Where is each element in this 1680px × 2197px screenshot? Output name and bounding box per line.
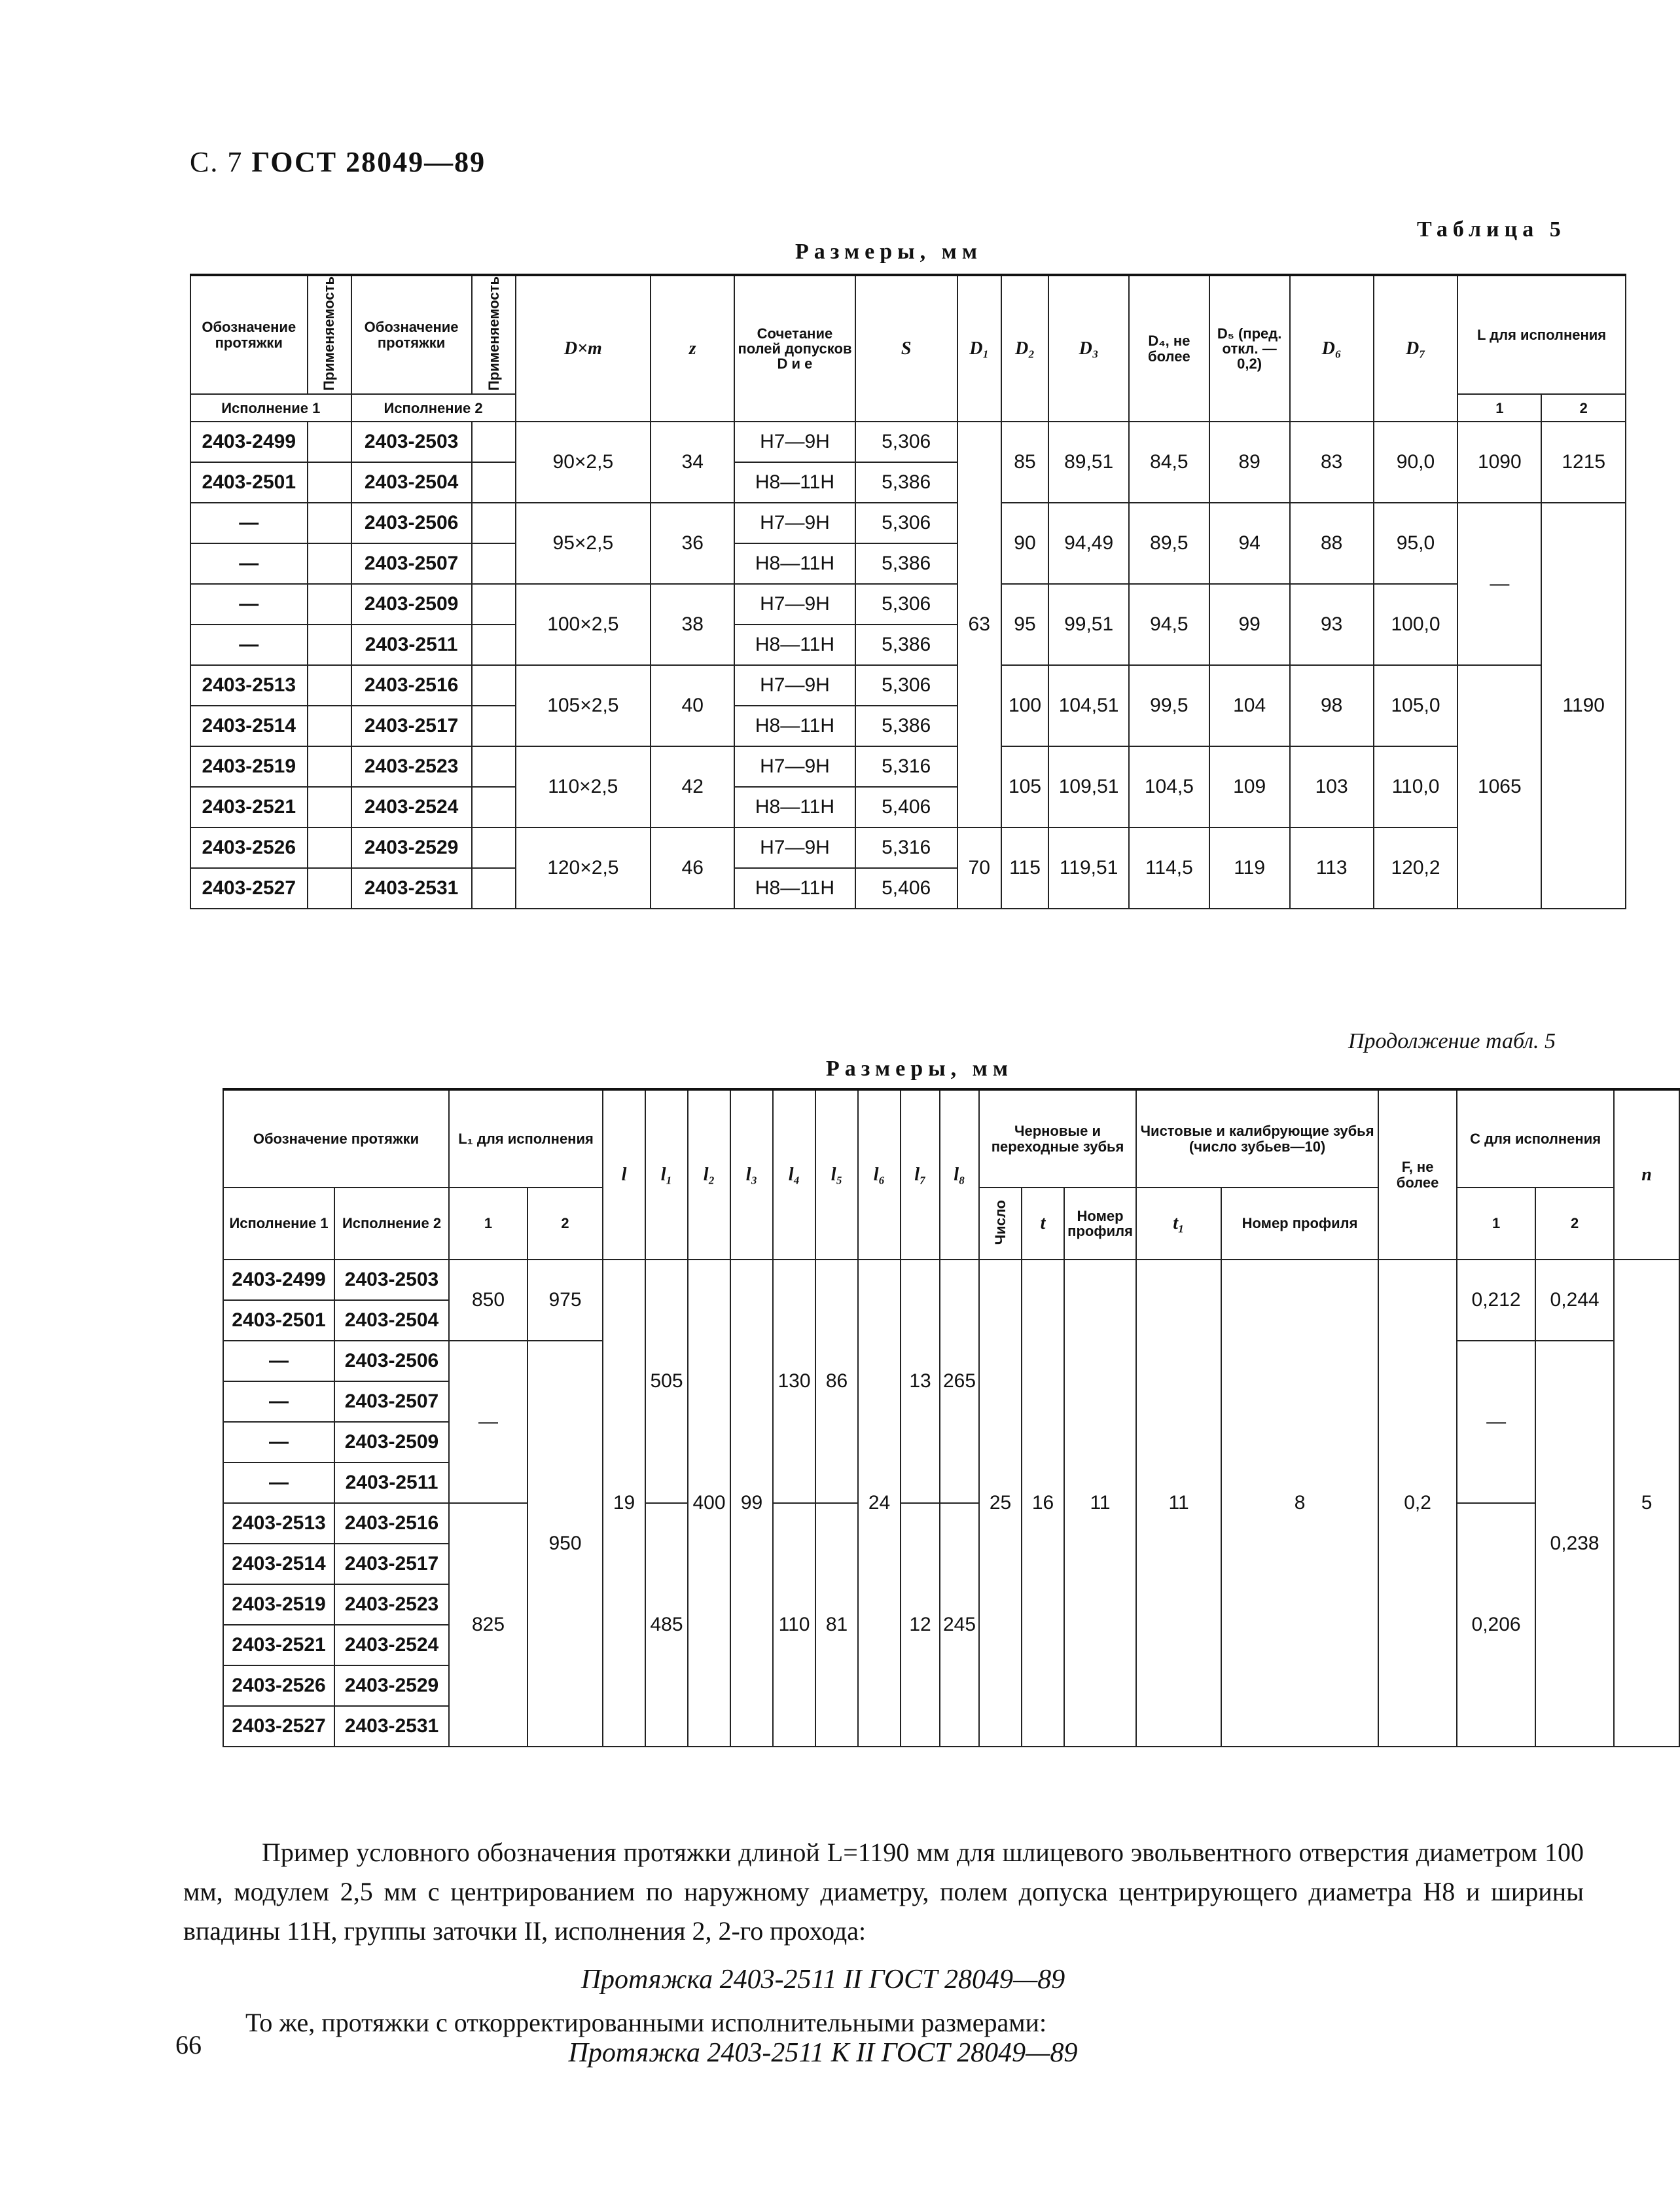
designation-v1: 2403-2499	[223, 1260, 334, 1300]
designation-v2: 2403-2509	[351, 584, 472, 625]
t2-h-rough: Черновые и переходные зубья	[979, 1089, 1136, 1188]
t1-h-d6: D₆	[1290, 275, 1374, 422]
dxm-value: 105×2,5	[516, 665, 651, 746]
d2-value: 90	[1001, 503, 1049, 584]
designation-v2: 2403-2529	[334, 1665, 449, 1706]
l-variant1-value: —	[1457, 503, 1541, 665]
l7-value: 13	[901, 1260, 940, 1503]
designation-v2: 2403-2504	[334, 1300, 449, 1341]
t2-h-profile-no2: Номер профиля	[1221, 1188, 1378, 1260]
designation-v1: 2403-2526	[190, 827, 308, 868]
designation-v1: 2403-2527	[223, 1706, 334, 1747]
designation-v1: 2403-2514	[223, 1544, 334, 1584]
table2-sizes-title: Размеры, мм	[826, 1057, 1013, 1081]
modulus-s-value: 5,306	[855, 584, 957, 625]
dxm-value: 120×2,5	[516, 827, 651, 909]
l3-value: 99	[730, 1260, 773, 1747]
tolerance-value: H8—11H	[734, 868, 855, 909]
t1-h-l-1: 1	[1457, 394, 1541, 422]
l5-value: 81	[815, 1503, 858, 1747]
d4-value: 114,5	[1129, 827, 1209, 909]
modulus-s-value: 5,406	[855, 868, 957, 909]
page-number: 66	[175, 2030, 202, 2060]
empty-cell	[308, 746, 351, 787]
z-value: 36	[651, 503, 734, 584]
empty-cell	[472, 462, 516, 503]
dxm-value: 95×2,5	[516, 503, 651, 584]
designation-v2: 2403-2511	[351, 625, 472, 665]
d6-value: 98	[1290, 665, 1374, 746]
t1-h-d4: D₄, не более	[1129, 275, 1209, 422]
d4-value: 84,5	[1129, 422, 1209, 503]
t1-h-z: z	[651, 275, 734, 422]
table-row	[190, 584, 1626, 625]
designation-v2: 2403-2509	[334, 1422, 449, 1462]
t2-h-variant2: Исполнение 2	[334, 1188, 449, 1260]
table-row	[190, 503, 1626, 543]
rough-profile-value: 11	[1064, 1260, 1136, 1747]
empty-cell	[308, 422, 351, 462]
t1-h-designation-1: Обозначение протяжки	[190, 275, 308, 394]
designation-v1: 2403-2513	[190, 665, 308, 706]
designation-v2: 2403-2531	[351, 868, 472, 909]
modulus-s-value: 5,316	[855, 746, 957, 787]
d5-value: 94	[1209, 503, 1290, 584]
designation-v1: —	[223, 1381, 334, 1422]
l7-value: 12	[901, 1503, 940, 1747]
designation-v2: 2403-2507	[351, 543, 472, 584]
d6-value: 113	[1290, 827, 1374, 909]
designation-v1: 2403-2501	[190, 462, 308, 503]
t1-h-d2: D₂	[1001, 275, 1049, 422]
designation-v1: 2403-2526	[223, 1665, 334, 1706]
table-row	[223, 1260, 1679, 1300]
z-value: 42	[651, 746, 734, 827]
tolerance-value: H8—11H	[734, 706, 855, 746]
designation-v1: 2403-2519	[223, 1584, 334, 1625]
d5-value: 104	[1209, 665, 1290, 746]
t1-h-applicability-2: Применяемость	[485, 276, 502, 391]
empty-cell	[472, 827, 516, 868]
d2-value: 115	[1001, 827, 1049, 909]
l1-value: 485	[645, 1503, 688, 1747]
l6-value: 24	[858, 1260, 901, 1747]
table-row	[190, 665, 1626, 706]
t2-h-l7: l₇	[901, 1089, 940, 1260]
d3-value: 94,49	[1048, 503, 1129, 584]
d5-value: 119	[1209, 827, 1290, 909]
header-prefix: С. 7	[190, 146, 243, 178]
t2-h-count: Число	[992, 1199, 1009, 1245]
finishing-profile-value: 8	[1221, 1260, 1378, 1747]
d4-value: 94,5	[1129, 584, 1209, 665]
t2-h-L1: L₁ для исполнения	[449, 1089, 603, 1188]
tolerance-value: H8—11H	[734, 625, 855, 665]
empty-cell	[308, 787, 351, 827]
designation-v1: 2403-2501	[223, 1300, 334, 1341]
L1-variant1-value: 825	[449, 1503, 527, 1747]
table-row	[190, 827, 1626, 868]
designation-v1: 2403-2519	[190, 746, 308, 787]
designation-v2: 2403-2516	[351, 665, 472, 706]
modulus-s-value: 5,386	[855, 543, 957, 584]
rough-t-value: 16	[1022, 1260, 1064, 1747]
designation-v2: 2403-2507	[334, 1381, 449, 1422]
t2-h-l2: l₂	[688, 1089, 730, 1260]
empty-cell	[472, 625, 516, 665]
tolerance-value: H7—9H	[734, 665, 855, 706]
empty-cell	[308, 706, 351, 746]
d7-value: 95,0	[1374, 503, 1457, 584]
empty-cell	[472, 584, 516, 625]
t1-h-d7: D₇	[1374, 275, 1457, 422]
d7-value: 105,0	[1374, 665, 1457, 746]
designation-v1: —	[190, 543, 308, 584]
modulus-s-value: 5,406	[855, 787, 957, 827]
t2-h-profile-no: Номер профиля	[1064, 1188, 1136, 1260]
d4-value: 104,5	[1129, 746, 1209, 827]
designation-v2: 2403-2516	[334, 1503, 449, 1544]
d2-value: 85	[1001, 422, 1049, 503]
empty-cell	[308, 462, 351, 503]
table-row	[190, 422, 1626, 462]
empty-cell	[308, 827, 351, 868]
designation-v2: 2403-2517	[351, 706, 472, 746]
L1-variant2-value: 975	[527, 1260, 603, 1341]
d4-value: 99,5	[1129, 665, 1209, 746]
designation-v1: 2403-2499	[190, 422, 308, 462]
designation-v2: 2403-2524	[351, 787, 472, 827]
t2-h-l6: l₆	[858, 1089, 901, 1260]
empty-cell	[472, 543, 516, 584]
l5-value: 86	[815, 1260, 858, 1503]
designation-v1: 2403-2521	[223, 1625, 334, 1665]
d6-value: 88	[1290, 503, 1374, 584]
t2-h-l1: l₁	[645, 1089, 688, 1260]
t1-h-d5: D₅ (пред. откл. —0,2)	[1209, 275, 1290, 422]
L1-variant1-value: 850	[449, 1260, 527, 1341]
empty-cell	[472, 746, 516, 787]
c-variant2-value: 0,244	[1535, 1260, 1614, 1341]
l1-value: 505	[645, 1260, 688, 1503]
dxm-value: 110×2,5	[516, 746, 651, 827]
z-value: 40	[651, 665, 734, 746]
t2-h-finishing: Чистовые и калибрующие зубья (число зубьев—10)	[1136, 1089, 1378, 1188]
designation-v2: 2403-2523	[351, 746, 472, 787]
l-variant2-value: 1215	[1541, 422, 1626, 503]
d2-value: 100	[1001, 665, 1049, 746]
z-value: 46	[651, 827, 734, 909]
t1-h-variant2: Исполнение 2	[351, 394, 516, 422]
tolerance-value: H8—11H	[734, 543, 855, 584]
modulus-s-value: 5,386	[855, 625, 957, 665]
designation-v1: —	[190, 503, 308, 543]
tolerance-value: H7—9H	[734, 827, 855, 868]
example-paragraph: Пример условного обозначения протяжки длиной L=1190 мм для шлицевого эвольвентного отверстия диаметром 100 мм, модулем 2,5 мм с центрированием по наружному диаметру, полем допуска центрирующего диаметра H8 и ширины впадины 11H, группы заточки II, исполнения 2, 2-го прохода:	[183, 1838, 1584, 1946]
d7-value: 100,0	[1374, 584, 1457, 665]
rough-count-value: 25	[979, 1260, 1022, 1747]
l-variant1-value: 1065	[1457, 665, 1541, 909]
table1-label: Таблица 5	[1417, 217, 1566, 242]
designation-v2: 2403-2531	[334, 1706, 449, 1747]
d7-value: 120,2	[1374, 827, 1457, 909]
d7-value: 110,0	[1374, 746, 1457, 827]
page-header	[190, 145, 486, 179]
t1-h-d1: D₁	[957, 275, 1001, 422]
finishing-t1-value: 11	[1136, 1260, 1221, 1747]
l-variant2-value: 1190	[1541, 503, 1626, 909]
L1-variant2-value: 950	[527, 1341, 603, 1747]
empty-cell	[472, 706, 516, 746]
n-value: 5	[1614, 1260, 1679, 1747]
c-variant2-value: 0,238	[1535, 1341, 1614, 1747]
d6-value: 83	[1290, 422, 1374, 503]
t1-h-applicability-1: Применяемость	[321, 276, 338, 391]
t2-h-l8: l₈	[940, 1089, 979, 1260]
t2-h-one: 1	[449, 1188, 527, 1260]
t2-h-c: C для исполнения	[1457, 1089, 1614, 1188]
designation-v2: 2403-2517	[334, 1544, 449, 1584]
d3-value: 104,51	[1048, 665, 1129, 746]
empty-cell	[308, 543, 351, 584]
designation-v2: 2403-2506	[334, 1341, 449, 1381]
modulus-s-value: 5,306	[855, 665, 957, 706]
empty-cell	[308, 868, 351, 909]
empty-cell	[472, 503, 516, 543]
t1-h-d3: D₃	[1048, 275, 1129, 422]
table-5-continued	[223, 1088, 1680, 1747]
empty-cell	[308, 665, 351, 706]
d1-value: 70	[957, 827, 1001, 909]
d3-value: 109,51	[1048, 746, 1129, 827]
t2-h-f: F, не более	[1378, 1089, 1457, 1260]
modulus-s-value: 5,386	[855, 706, 957, 746]
empty-cell	[308, 503, 351, 543]
z-value: 38	[651, 584, 734, 665]
t1-h-tolerance: Сочетание полей допусков D и e	[734, 275, 855, 422]
l8-value: 265	[940, 1260, 979, 1503]
t2-h-designation: Обозначение протяжки	[223, 1089, 449, 1188]
l2-value: 400	[688, 1260, 730, 1747]
l4-value: 130	[773, 1260, 815, 1503]
designation-v1: —	[223, 1462, 334, 1503]
l8-value: 245	[940, 1503, 979, 1747]
empty-cell	[472, 665, 516, 706]
example-designation-2: Протяжка 2403-2511 К II ГОСТ 28049—89	[568, 2038, 1078, 2068]
table-row	[190, 746, 1626, 787]
modulus-s-value: 5,386	[855, 462, 957, 503]
d6-value: 93	[1290, 584, 1374, 665]
d4-value: 89,5	[1129, 503, 1209, 584]
designation-v1: 2403-2514	[190, 706, 308, 746]
d3-value: 89,51	[1048, 422, 1129, 503]
d3-value: 119,51	[1048, 827, 1129, 909]
table-5	[190, 274, 1626, 909]
tolerance-value: H8—11H	[734, 787, 855, 827]
empty-cell	[472, 422, 516, 462]
d2-value: 105	[1001, 746, 1049, 827]
l-variant1-value: 1090	[1457, 422, 1541, 503]
t2-h-n: n	[1614, 1089, 1679, 1260]
designation-v1: 2403-2521	[190, 787, 308, 827]
t1-h-s: S	[855, 275, 957, 422]
empty-cell	[472, 787, 516, 827]
L1-variant1-value: —	[449, 1341, 527, 1503]
t2-h-l5: l₅	[815, 1089, 858, 1260]
c-variant1-value: 0,212	[1457, 1260, 1535, 1341]
modulus-s-value: 5,316	[855, 827, 957, 868]
designation-v2: 2403-2529	[351, 827, 472, 868]
t2-h-variant1: Исполнение 1	[223, 1188, 334, 1260]
designation-v1: —	[223, 1341, 334, 1381]
tolerance-value: H7—9H	[734, 503, 855, 543]
designation-v1: —	[190, 625, 308, 665]
table2-label: Продолжение табл. 5	[1348, 1029, 1556, 1053]
empty-cell	[472, 868, 516, 909]
d3-value: 99,51	[1048, 584, 1129, 665]
t2-h-c-1: 1	[1457, 1188, 1535, 1260]
t1-h-variant1: Исполнение 1	[190, 394, 351, 422]
designation-v1: 2403-2513	[223, 1503, 334, 1544]
t1-h-l-2: 2	[1541, 394, 1626, 422]
designation-v2: 2403-2503	[351, 422, 472, 462]
designation-v2: 2403-2511	[334, 1462, 449, 1503]
designation-v2: 2403-2524	[334, 1625, 449, 1665]
d6-value: 103	[1290, 746, 1374, 827]
tolerance-value: H7—9H	[734, 422, 855, 462]
t1-h-l: L для исполнения	[1457, 275, 1626, 394]
c-variant1-value: 0,206	[1457, 1503, 1535, 1747]
t1-h-dxm: D×m	[516, 275, 651, 422]
tolerance-value: H7—9H	[734, 746, 855, 787]
corrected-paragraph: То же, протяжки с откорректированными исполнительными размерами:	[245, 2008, 1047, 2037]
tolerance-value: H7—9H	[734, 584, 855, 625]
t2-h-two: 2	[527, 1188, 603, 1260]
dxm-value: 90×2,5	[516, 422, 651, 503]
t2-h-l3: l₃	[730, 1089, 773, 1260]
t2-h-l: l	[603, 1089, 645, 1260]
d1-value: 63	[957, 422, 1001, 827]
d5-value: 89	[1209, 422, 1290, 503]
t2-h-t: t	[1022, 1188, 1064, 1260]
designation-v2: 2403-2523	[334, 1584, 449, 1625]
c-variant1-value: —	[1457, 1341, 1535, 1503]
tolerance-value: H8—11H	[734, 462, 855, 503]
table1-sizes-title: Размеры, мм	[795, 240, 982, 264]
designation-v1: —	[190, 584, 308, 625]
f-value: 0,2	[1378, 1260, 1457, 1747]
t2-h-t1: t₁	[1136, 1188, 1221, 1260]
designation-v2: 2403-2504	[351, 462, 472, 503]
d7-value: 90,0	[1374, 422, 1457, 503]
table-row	[223, 1503, 1679, 1544]
t2-h-l4: l₄	[773, 1089, 815, 1260]
designation-v1: 2403-2527	[190, 868, 308, 909]
t2-h-c-2: 2	[1535, 1188, 1614, 1260]
d5-value: 109	[1209, 746, 1290, 827]
empty-cell	[308, 584, 351, 625]
d5-value: 99	[1209, 584, 1290, 665]
designation-v2: 2403-2506	[351, 503, 472, 543]
modulus-s-value: 5,306	[855, 503, 957, 543]
designation-v1: —	[223, 1422, 334, 1462]
empty-cell	[308, 625, 351, 665]
l4-value: 110	[773, 1503, 815, 1747]
modulus-s-value: 5,306	[855, 422, 957, 462]
dxm-value: 100×2,5	[516, 584, 651, 665]
designation-v2: 2403-2503	[334, 1260, 449, 1300]
d2-value: 95	[1001, 584, 1049, 665]
z-value: 34	[651, 422, 734, 503]
t1-h-designation-2: Обозначение протяжки	[351, 275, 472, 394]
example-designation-1: Протяжка 2403-2511 II ГОСТ 28049—89	[581, 1965, 1065, 1995]
header-title: ГОСТ 28049—89	[251, 146, 486, 178]
l-value: 19	[603, 1260, 645, 1747]
